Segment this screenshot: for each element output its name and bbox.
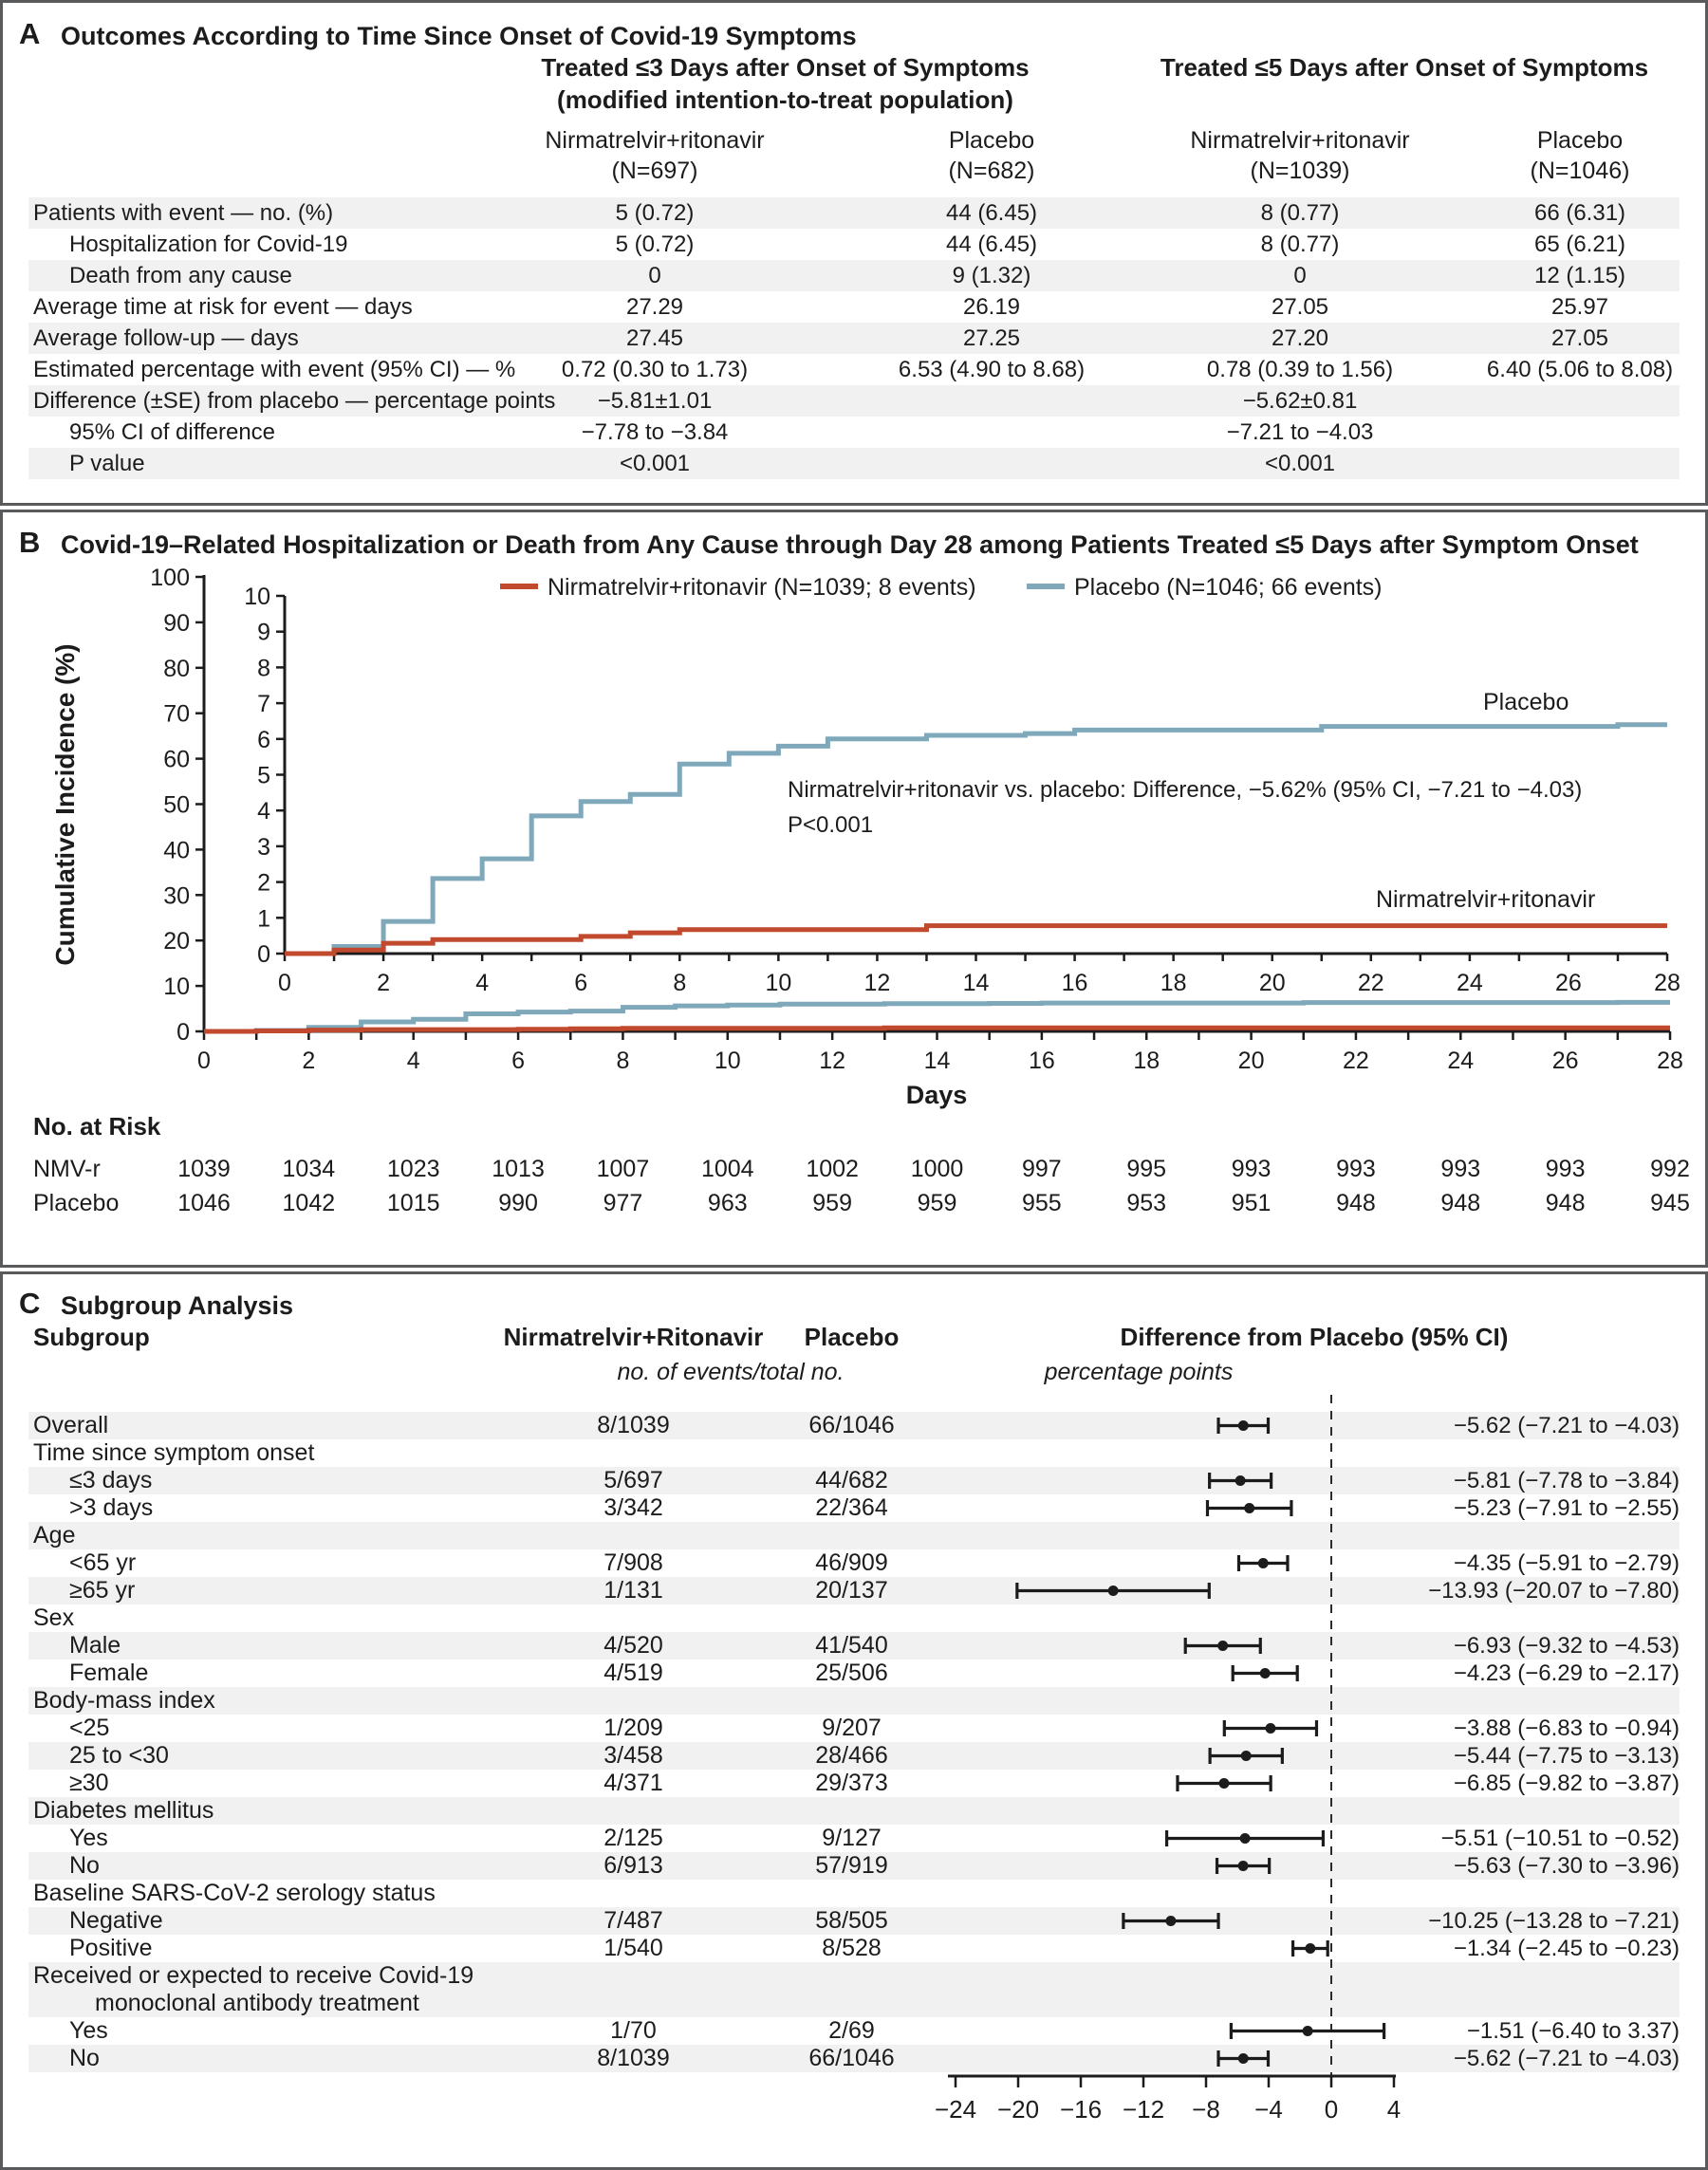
table-cell: −7.21 to −4.03: [1226, 419, 1374, 445]
placebo-events-cell: 46/909: [815, 1549, 888, 1576]
ci-text-cell: −5.63 (−7.30 to −3.96): [1453, 1853, 1680, 1879]
ci-error-bar: [1224, 1720, 1316, 1736]
col-header-nmv1039-line2: (N=1039): [1250, 158, 1350, 184]
group-header-le5-line1: Treated ≤5 Days after Onset of Symptoms: [1160, 53, 1649, 82]
ci-point-estimate: [1165, 1916, 1176, 1926]
ci-error-bar: [1233, 1665, 1297, 1681]
table-cell: 9 (1.32): [952, 263, 1031, 288]
nmv-events-cell: 7/908: [603, 1549, 663, 1576]
outer-xtick-label: 20: [1237, 1048, 1265, 1074]
forest-axis-tick-label: −8: [1192, 2095, 1220, 2124]
ci-point-estimate: [1218, 1778, 1229, 1789]
difference-annotation: Nirmatrelvir+ritonavir vs. placebo: Difference, −5.62% (95% CI, −7.21 to −4.03): [788, 777, 1583, 803]
ci-point-estimate: [1235, 1475, 1246, 1486]
inset-xtick-label: 0: [278, 970, 291, 996]
no-at-risk-value: 995: [1126, 1156, 1167, 1182]
inset-ytick-label: 0: [257, 941, 270, 968]
no-at-risk-value: 959: [917, 1190, 957, 1216]
forest-axis-tick-label: −20: [996, 2095, 1040, 2124]
ci-text-cell: −5.81 (−7.78 to −3.84): [1453, 1468, 1680, 1493]
ci-text-cell: −1.34 (−2.45 to −0.23): [1453, 1936, 1680, 1961]
outer-ytick-label: 90: [163, 609, 190, 637]
ci-text-cell: −5.62 (−7.21 to −4.03): [1453, 2046, 1680, 2071]
no-at-risk-value: 1002: [806, 1156, 859, 1182]
inset-xtick-label: 16: [1061, 970, 1088, 996]
ci-text-cell: −6.93 (−9.32 to −4.53): [1453, 1633, 1680, 1659]
table-cell: 27.05: [1550, 325, 1609, 351]
forest-axis-tick-label: 0: [1324, 2095, 1339, 2124]
placebo-events-cell: 28/466: [815, 1742, 888, 1769]
nmv-col-header: Nirmatrelvir+Ritonavir: [503, 1323, 764, 1351]
forest-axis-tick-label: −16: [1059, 2095, 1103, 2124]
table-cell: 27.25: [962, 325, 1021, 351]
ci-point-estimate: [1108, 1586, 1119, 1596]
placebo-events-cell: 25/506: [815, 1660, 888, 1686]
outer-xtick-label: 18: [1133, 1048, 1160, 1074]
table-cell: 5 (0.72): [615, 200, 695, 226]
placebo-events-cell: 66/1046: [808, 2045, 895, 2071]
ci-error-bar: [1238, 1555, 1287, 1571]
ci-point-estimate: [1265, 1723, 1275, 1734]
placebo-events-cell: 9/127: [822, 1825, 882, 1851]
outer-xtick-label: 8: [616, 1048, 630, 1074]
no-at-risk-value: 1042: [282, 1190, 336, 1216]
nmv-events-cell: 1/70: [610, 2017, 657, 2044]
inset-xtick-label: 4: [475, 970, 490, 996]
ci-error-bar: [1293, 1940, 1328, 1957]
no-at-risk-value: 951: [1231, 1190, 1272, 1216]
forest-axis-tick-label: 4: [1386, 2095, 1402, 2124]
outer-xtick-label: 2: [302, 1048, 316, 1074]
table-cell: 0: [648, 263, 661, 288]
difference-col-header: Difference from Placebo (95% CI): [1120, 1323, 1509, 1351]
nmv-events-cell: 1/131: [603, 1577, 663, 1604]
no-at-risk-value: 948: [1545, 1190, 1586, 1216]
row-label: Difference (±SE) from placebo — percentage points: [33, 388, 556, 414]
subgroup-row-label: ≤3 days: [69, 1467, 153, 1493]
ci-error-bar: [1210, 1748, 1282, 1764]
no-at-risk-value: 1023: [386, 1156, 440, 1182]
nmv-events-cell: 6/913: [603, 1852, 663, 1879]
outer-xtick-label: 14: [923, 1048, 951, 1074]
subgroup-row-label: ≥30: [69, 1770, 109, 1796]
nmv-events-cell: 1/540: [603, 1935, 663, 1961]
no-at-risk-value: 959: [812, 1190, 853, 1216]
no-at-risk-value: 953: [1126, 1190, 1167, 1216]
no-at-risk-value: 955: [1022, 1190, 1062, 1216]
placebo-events-cell: 58/505: [815, 1907, 888, 1934]
ci-text-cell: −4.35 (−5.91 to −2.79): [1453, 1550, 1680, 1576]
placebo-events-cell: 44/682: [815, 1467, 888, 1493]
table-cell: 12 (1.15): [1533, 263, 1626, 288]
table-cell: −5.62±0.81: [1242, 388, 1358, 414]
inset-ytick-label: 10: [244, 584, 270, 610]
placebo-events-cell: 29/373: [815, 1770, 888, 1796]
row-label: Patients with event — no. (%): [33, 200, 334, 226]
nmv-events-cell: 2/125: [603, 1825, 663, 1851]
group-header-le3-line2: (modified intention-to-treat population): [557, 85, 1013, 114]
nmv-events-cell: 1/209: [603, 1715, 663, 1741]
ci-text-cell: −1.51 (−6.40 to 3.37): [1466, 2018, 1680, 2044]
panel-c-letter: C: [19, 1287, 41, 1320]
table-cell: 27.29: [625, 294, 684, 320]
no-at-risk-value: 993: [1336, 1156, 1376, 1182]
subgroup-row-label: >3 days: [69, 1494, 154, 1521]
placebo-events-cell: 9/207: [822, 1715, 882, 1741]
ci-error-bar: [1210, 1473, 1272, 1489]
no-at-risk-value: 945: [1650, 1190, 1690, 1216]
nmv-events-cell: 4/520: [603, 1632, 663, 1659]
table-cell: 44 (6.45): [945, 200, 1038, 226]
no-at-risk-value: 1034: [282, 1156, 336, 1182]
table-cell: 27.20: [1271, 325, 1329, 351]
forest-plot: [0, 1271, 1708, 2170]
ci-point-estimate: [1303, 2026, 1313, 2036]
subgroup-row-label: <25: [69, 1715, 110, 1741]
ci-point-estimate: [1240, 1833, 1251, 1844]
outer-ytick-label: 0: [176, 1019, 190, 1046]
inset-ytick-label: 5: [257, 762, 270, 789]
ci-point-estimate: [1241, 1751, 1252, 1761]
panel-b-title: Covid-19–Related Hospitalization or Death from Any Cause through Day 28 among Patients Treated ≤5 Days after Symptom Onset: [61, 530, 1639, 559]
nmv-events-cell: 4/371: [603, 1770, 663, 1796]
nmv-events-cell: 3/342: [603, 1494, 663, 1521]
ci-error-bar: [1231, 2023, 1383, 2039]
ci-text-cell: −6.85 (−9.82 to −3.87): [1453, 1771, 1680, 1796]
placebo-col-header: Placebo: [804, 1323, 900, 1351]
ci-error-bar: [1207, 1500, 1290, 1516]
subgroup-row-label-line2: monoclonal antibody treatment: [95, 1990, 419, 2016]
inset-ytick-label: 9: [257, 619, 270, 646]
inset-ytick-label: 7: [257, 691, 270, 718]
subgroup-row-label: Sex: [33, 1604, 75, 1631]
table-cell: 6.53 (4.90 to 8.68): [898, 357, 1086, 382]
units-subheader: percentage points: [1044, 1359, 1234, 1385]
col-header-pbo1046-line2: (N=1046): [1530, 158, 1630, 184]
forest-axis-tick-label: −4: [1254, 2095, 1283, 2124]
ci-point-estimate: [1238, 2053, 1249, 2064]
table-cell: 27.45: [625, 325, 684, 351]
no-at-risk-value: 993: [1545, 1156, 1586, 1182]
table-cell: <0.001: [619, 451, 691, 476]
row-label: Average follow-up — days: [33, 325, 299, 351]
no-at-risk-value: 963: [707, 1190, 748, 1216]
ci-point-estimate: [1238, 1420, 1249, 1431]
placebo-events-cell: 8/528: [822, 1935, 882, 1961]
table-cell: 0.72 (0.30 to 1.73): [561, 357, 749, 382]
inset-xtick-label: 10: [765, 970, 792, 996]
table-cell: 44 (6.45): [945, 232, 1038, 257]
no-at-risk-value: 948: [1336, 1190, 1376, 1216]
row-label: P value: [69, 451, 145, 476]
subgroup-row-label: No: [69, 1852, 100, 1879]
no-at-risk-title: No. at Risk: [33, 1112, 161, 1141]
group-header-le3-line1: Treated ≤3 Days after Onset of Symptoms: [541, 53, 1030, 82]
panel-c-title: Subgroup Analysis: [61, 1291, 294, 1320]
no-at-risk-value: 1000: [910, 1156, 964, 1182]
ci-point-estimate: [1258, 1558, 1269, 1568]
placebo-events-cell: 22/364: [815, 1494, 888, 1521]
outer-xtick-label: 10: [714, 1048, 741, 1074]
ci-error-bar: [1185, 1638, 1260, 1654]
outer-ytick-label: 100: [150, 565, 190, 591]
events-subheader: no. of events/total no.: [617, 1359, 845, 1385]
inset-ytick-label: 4: [257, 798, 270, 825]
outer-ytick-label: 80: [163, 655, 190, 682]
outer-ytick-label: 30: [163, 882, 190, 910]
ci-point-estimate: [1238, 1861, 1249, 1871]
outer-ytick-label: 20: [163, 928, 190, 955]
outer-ytick-label: 60: [163, 746, 190, 773]
inset-ytick-label: 1: [257, 905, 270, 933]
placebo-events-cell: 2/69: [828, 2017, 875, 2044]
subgroup-row-label: 25 to <30: [69, 1742, 169, 1769]
ci-error-bar: [1178, 1775, 1271, 1791]
ci-error-bar: [1218, 1418, 1268, 1434]
inset-xtick-label: 26: [1555, 970, 1582, 996]
subgroup-row-label: Age: [33, 1522, 76, 1549]
panel-a-title: Outcomes According to Time Since Onset of Covid-19 Symptoms: [61, 22, 857, 50]
outer-xtick-label: 24: [1447, 1048, 1475, 1074]
inset-ytick-label: 2: [257, 869, 270, 897]
no-at-risk-row-label: NMV-r: [33, 1156, 101, 1182]
col-header-nmv1039-line1: Nirmatrelvir+ritonavir: [1190, 127, 1410, 154]
table-cell: 8 (0.77): [1260, 200, 1340, 226]
outer-xtick-label: 12: [819, 1048, 846, 1074]
placebo-curve-label: Placebo: [1483, 689, 1569, 715]
nmv-events-cell: 4/519: [603, 1660, 663, 1686]
outer-xtick-label: 26: [1551, 1048, 1579, 1074]
subgroup-row-label: Yes: [69, 1825, 108, 1851]
outer-xtick-label: 16: [1028, 1048, 1055, 1074]
ci-text-cell: −5.44 (−7.75 to −3.13): [1453, 1743, 1680, 1769]
ci-text-cell: −5.51 (−10.51 to −0.52): [1440, 1826, 1680, 1851]
placebo-events-cell: 41/540: [815, 1632, 888, 1659]
no-at-risk-value: 997: [1022, 1156, 1062, 1182]
inset-ytick-label: 3: [257, 833, 270, 861]
row-label: Estimated percentage with event (95% CI) — %: [33, 357, 516, 382]
outer-xtick-label: 0: [197, 1048, 211, 1074]
subgroup-row-label: Positive: [69, 1935, 153, 1961]
subgroup-row-label: Male: [69, 1632, 121, 1659]
outer-ytick-label: 10: [163, 974, 190, 1001]
no-at-risk-value: 1046: [177, 1190, 231, 1216]
row-label: Average time at risk for event — days: [33, 294, 413, 320]
table-cell: 26.19: [962, 294, 1021, 320]
no-at-risk-value: 1007: [596, 1156, 650, 1182]
no-at-risk-value: 948: [1440, 1190, 1481, 1216]
table-cell: 65 (6.21): [1533, 232, 1626, 257]
subgroup-row-label: No: [69, 2045, 100, 2071]
ci-error-bar: [1167, 1830, 1324, 1846]
placebo-events-cell: 57/919: [815, 1852, 888, 1879]
table-cell: −7.78 to −3.84: [581, 419, 729, 445]
no-at-risk-value: 993: [1440, 1156, 1481, 1182]
subgroup-row-label: Female: [69, 1660, 149, 1686]
inset-xtick-label: 12: [863, 970, 891, 996]
ci-error-bar: [1017, 1583, 1209, 1599]
table-cell: 25.97: [1550, 294, 1609, 320]
inset-xtick-label: 24: [1456, 970, 1483, 996]
outer-ytick-label: 70: [163, 700, 190, 728]
subgroup-row-label: Received or expected to receive Covid-19: [33, 1962, 474, 1989]
outer-xtick-label: 22: [1343, 1048, 1369, 1074]
subgroup-row-label: Time since symptom onset: [33, 1439, 315, 1466]
no-at-risk-value: 977: [603, 1190, 643, 1216]
inset-xtick-label: 22: [1357, 970, 1384, 996]
table-cell: 66 (6.31): [1533, 200, 1626, 226]
no-at-risk-value: 1039: [177, 1156, 231, 1182]
no-at-risk-value: 1013: [492, 1156, 545, 1182]
ci-text-cell: −5.23 (−7.91 to −2.55): [1453, 1495, 1680, 1521]
outer-ytick-label: 40: [163, 837, 190, 864]
ci-text-cell: −5.62 (−7.21 to −4.03): [1453, 1413, 1680, 1438]
no-at-risk-row-label: Placebo: [33, 1190, 120, 1216]
y-axis-title: Cumulative Incidence (%): [50, 643, 80, 966]
ci-point-estimate: [1217, 1641, 1228, 1651]
nmvr-curve-label: Nirmatrelvir+ritonavir: [1376, 886, 1596, 913]
subgroup-row-label: Yes: [69, 2017, 108, 2044]
ci-point-estimate: [1305, 1943, 1315, 1954]
x-axis-title: Days: [905, 1081, 968, 1109]
subgroup-col-header: Subgroup: [33, 1323, 150, 1351]
row-label: Hospitalization for Covid-19: [69, 232, 348, 257]
ci-point-estimate: [1244, 1503, 1254, 1513]
inset-xtick-label: 8: [673, 970, 687, 996]
col-header-nmv697-line1: Nirmatrelvir+ritonavir: [545, 127, 765, 154]
inset-xtick-label: 20: [1258, 970, 1286, 996]
outer-ytick-label: 50: [163, 791, 190, 819]
panel-b-letter: B: [19, 526, 41, 559]
table-cell: −5.81±1.01: [597, 388, 713, 414]
subgroup-row-label: Negative: [69, 1907, 163, 1934]
no-at-risk-value: 1004: [700, 1156, 754, 1182]
inset-ytick-label: 8: [257, 655, 270, 682]
table-cell: <0.001: [1264, 451, 1336, 476]
inset-ytick-label: 6: [257, 726, 270, 753]
panel-a-letter: A: [19, 17, 41, 50]
col-header-nmv697-line2: (N=697): [611, 158, 698, 184]
nmv-events-cell: 5/697: [603, 1467, 663, 1493]
inset-xtick-label: 18: [1160, 970, 1187, 996]
pvalue-annotation: P<0.001: [788, 812, 874, 838]
inset-xtick-label: 14: [962, 970, 990, 996]
subgroup-row-label: ≥65 yr: [69, 1577, 136, 1604]
legend-label: Placebo (N=1046; 66 events): [1074, 574, 1383, 601]
inset-xtick-label: 2: [377, 970, 391, 996]
nmv-events-cell: 8/1039: [597, 1412, 670, 1438]
table-cell: 5 (0.72): [615, 232, 695, 257]
ci-point-estimate: [1260, 1668, 1271, 1679]
outer-xtick-label: 6: [511, 1048, 526, 1074]
no-at-risk-value: 1015: [386, 1190, 440, 1216]
table-cell: 8 (0.77): [1260, 232, 1340, 257]
subgroup-row-label: <65 yr: [69, 1549, 137, 1576]
ci-error-bar: [1217, 1858, 1270, 1874]
forest-axis-tick-label: −24: [934, 2095, 977, 2124]
no-at-risk-value: 992: [1650, 1156, 1690, 1182]
ci-text-cell: −4.23 (−6.29 to −2.17): [1453, 1660, 1680, 1686]
subgroup-row-label: Overall: [33, 1412, 109, 1438]
nmv-events-cell: 8/1039: [597, 2045, 670, 2071]
table-cell: 27.05: [1271, 294, 1329, 320]
subgroup-row-label: Diabetes mellitus: [33, 1797, 214, 1824]
subgroup-row-label: Baseline SARS-CoV-2 serology status: [33, 1880, 436, 1906]
col-header-pbo682-line1: Placebo: [948, 127, 1035, 154]
table-cell: 0: [1293, 263, 1307, 288]
nmv-events-cell: 3/458: [603, 1742, 663, 1769]
ci-text-cell: −3.88 (−6.83 to −0.94): [1453, 1716, 1680, 1741]
col-header-pbo682-line2: (N=682): [948, 158, 1035, 184]
ci-text-cell: −13.93 (−20.07 to −7.80): [1428, 1578, 1680, 1604]
legend-label: Nirmatrelvir+ritonavir (N=1039; 8 events): [548, 574, 976, 601]
no-at-risk-value: 993: [1231, 1156, 1272, 1182]
subgroup-row-label: Body-mass index: [33, 1687, 215, 1714]
forest-axis-tick-label: −12: [1122, 2095, 1165, 2124]
outer-xtick-label: 28: [1657, 1048, 1683, 1074]
col-header-pbo1046-line1: Placebo: [1536, 127, 1624, 154]
ci-text-cell: −10.25 (−13.28 to −7.21): [1428, 1908, 1680, 1934]
inset-xtick-label: 6: [574, 970, 588, 996]
inset-xtick-label: 28: [1654, 970, 1680, 996]
no-at-risk-value: 990: [498, 1190, 538, 1216]
ci-error-bar: [1123, 1913, 1218, 1929]
table-cell: 0.78 (0.39 to 1.56): [1206, 357, 1394, 382]
row-label: Death from any cause: [69, 263, 292, 288]
placebo-events-cell: 66/1046: [808, 1412, 895, 1438]
table-cell: 6.40 (5.06 to 8.08): [1486, 357, 1674, 382]
outer-xtick-label: 4: [406, 1048, 420, 1074]
placebo-events-cell: 20/137: [815, 1577, 888, 1604]
ci-error-bar: [1218, 2050, 1268, 2067]
row-label: 95% CI of difference: [69, 419, 276, 445]
nmv-events-cell: 7/487: [603, 1907, 663, 1934]
